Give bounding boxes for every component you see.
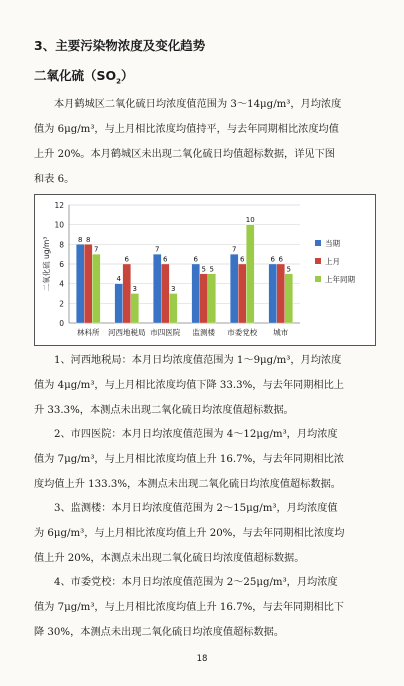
- intro-paragraph: [34, 92, 376, 192]
- y-tick-label: 10: [54, 220, 64, 230]
- data-label: 7: [232, 245, 237, 254]
- y-tick-label: 6: [59, 260, 64, 269]
- paragraph-line: 值上升 20%，本测点未出现二氧化硫日均浓度值超标数据。: [34, 553, 305, 564]
- subsection-title-subscript: 2: [116, 77, 122, 86]
- bar-当期: [153, 254, 161, 323]
- data-label: 7: [155, 245, 160, 254]
- data-label: 5: [286, 265, 291, 274]
- paragraph-line: 2、市四医院：本月日均浓度值范围为 4～12μg/m³，月均浓度: [54, 429, 338, 440]
- bar-当期: [269, 264, 277, 323]
- data-label: 5: [201, 265, 206, 274]
- paragraph-line: 值为 7μg/m³，与上月相比浓度均值上升 16.7%，与去年同期相比下: [34, 602, 344, 613]
- data-label: 5: [209, 265, 214, 274]
- paragraph-line: 1、河西地税局：本月日均浓度值范围为 1～9μg/m³，月均浓度: [54, 355, 342, 366]
- bar-当期: [230, 254, 238, 323]
- data-label: 6: [193, 255, 198, 264]
- data-label: 3: [132, 285, 137, 293]
- data-label: 4: [116, 275, 121, 284]
- paragraph-sisi: [34, 422, 376, 497]
- paragraph-jiance: [34, 496, 376, 571]
- legend-label: 上年同期: [325, 275, 355, 284]
- bar-上年同期: [169, 294, 177, 324]
- data-label: 6: [240, 255, 245, 264]
- data-label: 7: [94, 245, 99, 254]
- paragraph-line: 值为 7μg/m³，与上月相比浓度均值上升 16.7%，与去年同期相比浓: [34, 454, 344, 465]
- category-label: 市委党校: [227, 328, 258, 337]
- paragraph-line: 降 30%，本测点未出现二氧化硫日均浓度值超标数据。: [34, 627, 285, 638]
- bar-当期: [76, 244, 84, 323]
- bar-当期: [115, 284, 123, 323]
- paragraph-line: 度均值上升 133.3%，本测点未出现二氧化硫日均浓度值超标数据。: [34, 479, 341, 490]
- subsection-title-prefix: 二氧化硫（SO: [34, 68, 117, 83]
- category-label: 河西地税局: [108, 328, 146, 337]
- section-title: 3、主要污染物浓度及变化趋势: [34, 38, 206, 53]
- data-label: 6: [124, 255, 129, 264]
- subsection-title: [34, 66, 134, 86]
- paragraph-dangxiao: [34, 570, 376, 645]
- data-label: 8: [86, 235, 91, 244]
- bar-当期: [192, 264, 200, 323]
- y-tick-label: 2: [59, 299, 64, 309]
- bar-上年同期: [246, 225, 254, 323]
- bar-上年同期: [285, 274, 293, 323]
- bar-上月: [84, 244, 92, 323]
- intro-line: 上升 20%。本月鹤城区未出现二氧化硫日均值超标数据，详见下图: [34, 149, 335, 160]
- category-label: 林科所: [77, 328, 100, 337]
- category-label: 监测楼: [192, 328, 215, 337]
- data-label: 3: [171, 285, 176, 293]
- category-label: 市四医院: [150, 328, 181, 337]
- bar-上月: [200, 274, 208, 323]
- paragraph-hexi: [34, 348, 376, 423]
- data-label: 6: [270, 255, 275, 264]
- y-tick-label: 0: [59, 319, 64, 328]
- bar-上年同期: [208, 274, 216, 323]
- y-tick-label: 8: [59, 240, 64, 250]
- paragraph-line: 3、监测楼：本月日均浓度值范围为 2～15μg/m³，月均浓度值: [54, 503, 338, 514]
- data-label: 8: [78, 235, 83, 244]
- bar-上月: [277, 264, 285, 323]
- intro-line: 和表 6。: [34, 174, 75, 185]
- bar-上月: [123, 264, 131, 323]
- chart-svg: [35, 195, 375, 345]
- paragraph-line: 值为 4μg/m³，与上月相比浓度均值下降 33.3%，与去年同期相比上: [34, 380, 344, 391]
- bar-上月: [161, 264, 169, 323]
- paragraph-line: 为 6μg/m³，与上月相比浓度均值上升 20%，与去年同期相比浓度均: [34, 528, 345, 539]
- data-label: 6: [278, 255, 283, 264]
- subsection-title-suffix: ）: [121, 68, 134, 83]
- legend-swatch: [315, 258, 321, 264]
- legend-label: 当期: [325, 239, 340, 248]
- data-label: 10: [245, 216, 255, 225]
- bar-上年同期: [92, 254, 100, 323]
- bar-上月: [238, 264, 246, 323]
- data-label: 6: [163, 255, 168, 264]
- legend-swatch: [315, 240, 321, 246]
- legend-swatch: [315, 276, 321, 282]
- so2-bar-chart: [34, 194, 376, 346]
- intro-line: 本月鹤城区二氧化硫日均浓度值范围为 3～14μg/m³，月均浓度: [54, 99, 342, 110]
- y-tick-label: 4: [59, 279, 64, 289]
- y-axis-label: 二氧化硫 ug/m³: [42, 236, 51, 292]
- paragraph-line: 升 33.3%，本测点未出现二氧化硫日均浓度值超标数据。: [34, 405, 294, 416]
- category-label: 城市: [273, 328, 289, 337]
- intro-line: 值为 6μg/m³，与上月相比浓度均值持平，与去年同期相比浓度均值: [34, 124, 339, 135]
- page-number: 18: [196, 654, 208, 664]
- paragraph-line: 4、市委党校：本月日均浓度值范围为 2～25μg/m³，月均浓度: [54, 577, 338, 588]
- legend-label: 上月: [325, 257, 340, 266]
- y-tick-label: 12: [54, 201, 64, 210]
- bar-上年同期: [131, 294, 139, 324]
